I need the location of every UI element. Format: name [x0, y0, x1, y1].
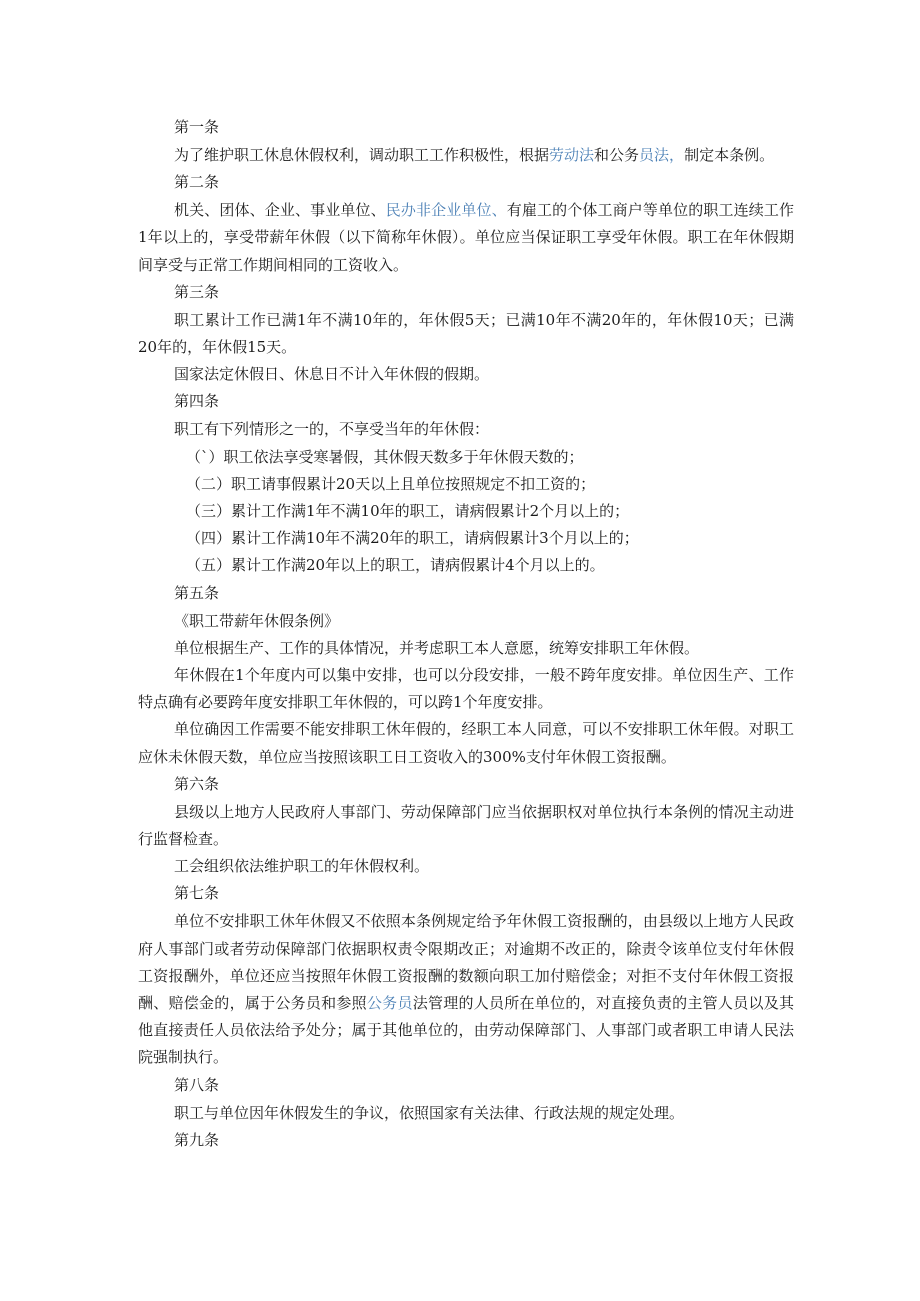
- regulation-title: 《职工带薪年休假条例》: [174, 611, 340, 630]
- article-6-heading: 第六条: [174, 774, 220, 793]
- article-5-paragraph-1: 单位根据生产、工作的具体情况，并考虑职工本人意愿，统筹安排职工年休假。: [174, 638, 700, 657]
- article-3-paragraph-2: 国家法定休假日、休息日不计入年休假的假期。: [174, 365, 490, 384]
- article-4-item: （五）累计工作满20年以上的职工，请病假累计4个月以上的。: [186, 556, 605, 575]
- article-7-paragraph: [138, 908, 794, 1071]
- article-5-paragraph-3: 单位确因工作需要不能安排职工休年假的，经职工本人同意，可以不安排职工休年假。对职工应休未休假天数，单位应当按照该职工日工资收入的300%支付年休假工资报酬。: [138, 720, 794, 766]
- text-run: 为了维护职工休息休假权利，调动职工工作积极性，根据: [174, 146, 550, 164]
- link-civil-servant-law[interactable]: 员法，: [639, 146, 685, 164]
- text-run: 制定本条例。: [684, 146, 775, 164]
- article-5-paragraph-2: 年休假在1个年度内可以集中安排，也可以分段安排，一般不跨年度安排。单位因生产、工作特点确有必要跨年度安排职工年休假的，可以跨1个年度安排。: [138, 666, 794, 712]
- link-labor-law[interactable]: 劳动法: [549, 146, 595, 164]
- text-run: 机关、团体、企业、事业单位、: [174, 201, 386, 220]
- regulation-text: [138, 114, 794, 1155]
- article-8-paragraph: 职工与单位因年休假发生的争议，依照国家有关法律、行政法规的规定处理。: [174, 1103, 685, 1122]
- article-9-heading: 第九条: [174, 1130, 220, 1149]
- article-4-item: （二）职工请事假累计20天以上且单位按照规定不扣工资的；: [186, 474, 596, 493]
- link-civil-servant[interactable]: 公务员: [366, 994, 413, 1013]
- text-run: 有雇工的个体工商户等单位的职工连续工作1年以上的，享受带薪年休假（以下简称年休假）。单位应当保证职工享受年休假。职工在年休假期间享受与正常工作期间相同的工资收入。: [138, 201, 794, 274]
- article-3-heading: 第三条: [174, 282, 220, 301]
- article-6-paragraph-1: 县级以上地方人民政府人事部门、劳动保障部门应当依据职权对单位执行本条例的情况主动进行监督检查。: [138, 802, 794, 849]
- article-4-item: （四）累计工作满10年不满20年的职工，请病假累计3个月以上的；: [186, 529, 639, 548]
- article-1-heading: 第一条: [174, 118, 220, 136]
- article-3-paragraph-1: 职工累计工作已满1年不满10年的，年休假5天；已满10年不满20年的，年休假10天；已满20年的，年休假15天。: [138, 310, 794, 357]
- article-4-item: （三）累计工作满1年不满10年的职工，请病假累计2个月以上的；: [186, 502, 630, 521]
- link-private-non-enterprise[interactable]: 民办非企业单位、: [385, 201, 507, 220]
- text-run: 和公务: [594, 146, 640, 164]
- article-4-heading: 第四条: [174, 392, 220, 411]
- article-8-heading: 第八条: [174, 1075, 220, 1094]
- article-5-heading: 第五条: [174, 583, 220, 602]
- article-2-paragraph: [138, 197, 794, 279]
- article-6-paragraph-2: 工会组织依法维护职工的年休假权利。: [174, 857, 430, 876]
- article-1-paragraph: [138, 142, 794, 169]
- article-4-intro: 职工有下列情形之一的，不享受当年的年休假：: [174, 420, 490, 439]
- article-7-heading: 第七条: [174, 884, 220, 903]
- text-run: 单位不安排职工休年休假又不依照本条例规定给予年休假工资报酬的，由县级以上地方人民政府人事部门或者劳动保障部门依据职权责令限期改正；对逾期不改正的，除责令该单位支付年休假工资报酬外，单位还应当按照年休假工资报酬的数额向职工加付赔偿金；对拒不支付年休假工资报酬、赔偿金的，属于公务员和参照: [138, 912, 794, 1013]
- text-run: 法管理的人员所在单位的，对直接负责的主管人员以及其他直接责任人员依法给予处分；属于其他单位的，由劳动保障部门、人事部门或者职工申请人民法院强制执行。: [138, 994, 794, 1067]
- article-2-heading: 第二条: [174, 173, 220, 192]
- article-4-item: （`）职工依法享受寒暑假，其休假天数多于年休假天数的；: [186, 447, 584, 466]
